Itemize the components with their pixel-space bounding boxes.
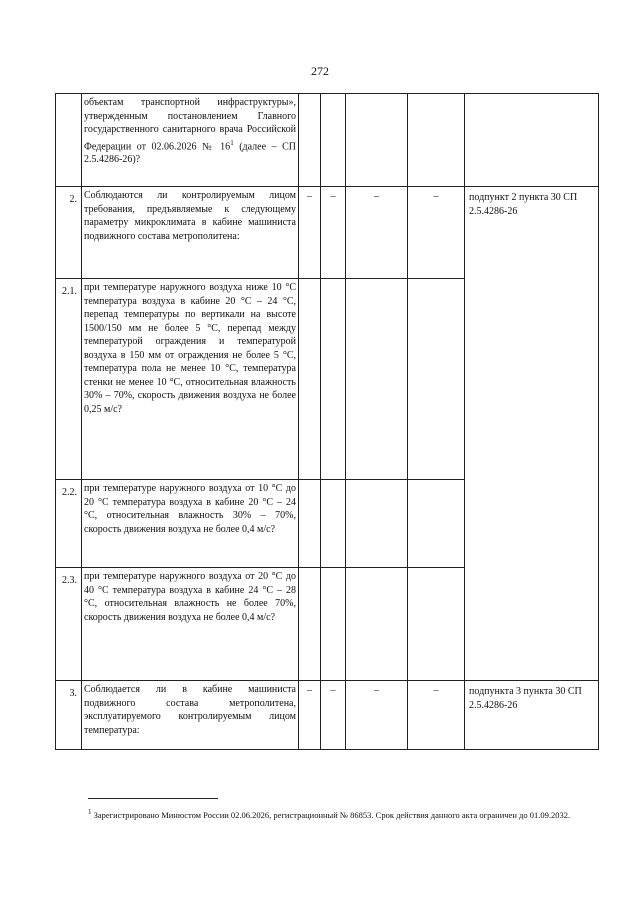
footnote-divider xyxy=(88,798,218,799)
row-number xyxy=(56,94,82,187)
table-row xyxy=(56,94,599,187)
table-row xyxy=(56,187,599,279)
answer-na-cell xyxy=(346,279,408,480)
row-number: 3. xyxy=(56,681,82,750)
answer-yes-cell xyxy=(299,94,321,187)
answer-yes-cell xyxy=(299,480,321,568)
footnote-marker: 1 xyxy=(88,808,92,816)
footnote xyxy=(88,806,578,821)
answer-na-cell xyxy=(346,480,408,568)
answer-no-cell xyxy=(321,94,346,187)
answer-note-cell xyxy=(408,279,465,480)
checklist-table xyxy=(55,93,599,750)
answer-note-cell: – xyxy=(408,681,465,750)
answer-yes-cell xyxy=(299,568,321,681)
row-number: 2.2. xyxy=(56,480,82,568)
answer-na-cell: – xyxy=(346,681,408,750)
page-number: 272 xyxy=(311,64,329,78)
reference-cell: подпункта 3 пункта 30 СП 2.5.4286-26 xyxy=(465,681,599,750)
question-text: Соблюдаются ли контролируемым лицом требования, предъявляемые к следующему параметру микроклимата в кабине машиниста подвижного состава метрополитена: xyxy=(82,187,299,279)
footnote-text: Зарегистрировано Минюстом России 02.06.2026, регистрационный № 86853. Срок действия данного акта ограничен до 01.09.2032. xyxy=(91,809,571,820)
question-text: объектам транспортной инфраструктуры», утвержденным постановлением Главного государственного санитарного врача Российской Федерации от 02.06.2026 № $16^1$ (далее – СП 2.5.4286-26)? xyxy=(82,94,299,187)
answer-no-cell xyxy=(321,279,346,480)
table-row xyxy=(56,681,599,750)
reference-cell: подпункт 2 пункта 30 СП 2.5.4286-26 xyxy=(465,187,599,681)
answer-note-cell xyxy=(408,94,465,187)
answer-no-cell xyxy=(321,568,346,681)
row-number: 2. xyxy=(56,187,82,279)
reference-cell xyxy=(465,94,599,187)
question-text: при температуре наружного воздуха от 10 °С до 20 °С температура воздуха в кабине 20 °С – 24 °С, относительная влажность 30% – 70%, скорость движения воздуха не более 0,4 м/с? xyxy=(82,480,299,568)
answer-note-cell: – xyxy=(408,187,465,279)
answer-no-cell: – xyxy=(321,681,346,750)
answer-yes-cell: – xyxy=(299,681,321,750)
row-number: 2.3. xyxy=(56,568,82,681)
answer-yes-cell xyxy=(299,279,321,480)
answer-na-cell: – xyxy=(346,187,408,279)
answer-no-cell: – xyxy=(321,187,346,279)
question-text: при температуре наружного воздуха ниже 10 °С температура воздуха в кабине 20 °С – 24 °С, перепад температуры по вертикали на высоте 1500/150 мм не более 5 °С, перепад между температурой ограждения и температурой воздуха в 150 мм от ограждения не более 5 °С, температура пола не менее 10 °С, температура стенки не менее 10 °С, относительная влажность 30% – 70%, скорость движения воздуха не более 0,25 м/с? xyxy=(82,279,299,480)
answer-note-cell xyxy=(408,480,465,568)
question-text: при температуре наружного воздуха от 20 °С до 40 °С температура воздуха в кабине 24 °С – 28 °С, относительная влажность не более 70%, скорость движения воздуха не более 0,4 м/с? xyxy=(82,568,299,681)
answer-na-cell xyxy=(346,568,408,681)
answer-na-cell xyxy=(346,94,408,187)
answer-no-cell xyxy=(321,480,346,568)
answer-yes-cell: – xyxy=(299,187,321,279)
question-text: Соблюдается ли в кабине машиниста подвижного состава метрополитена, эксплуатируемого контролируемым лицом температура: xyxy=(82,681,299,750)
answer-note-cell xyxy=(408,568,465,681)
row-number: 2.1. xyxy=(56,279,82,480)
